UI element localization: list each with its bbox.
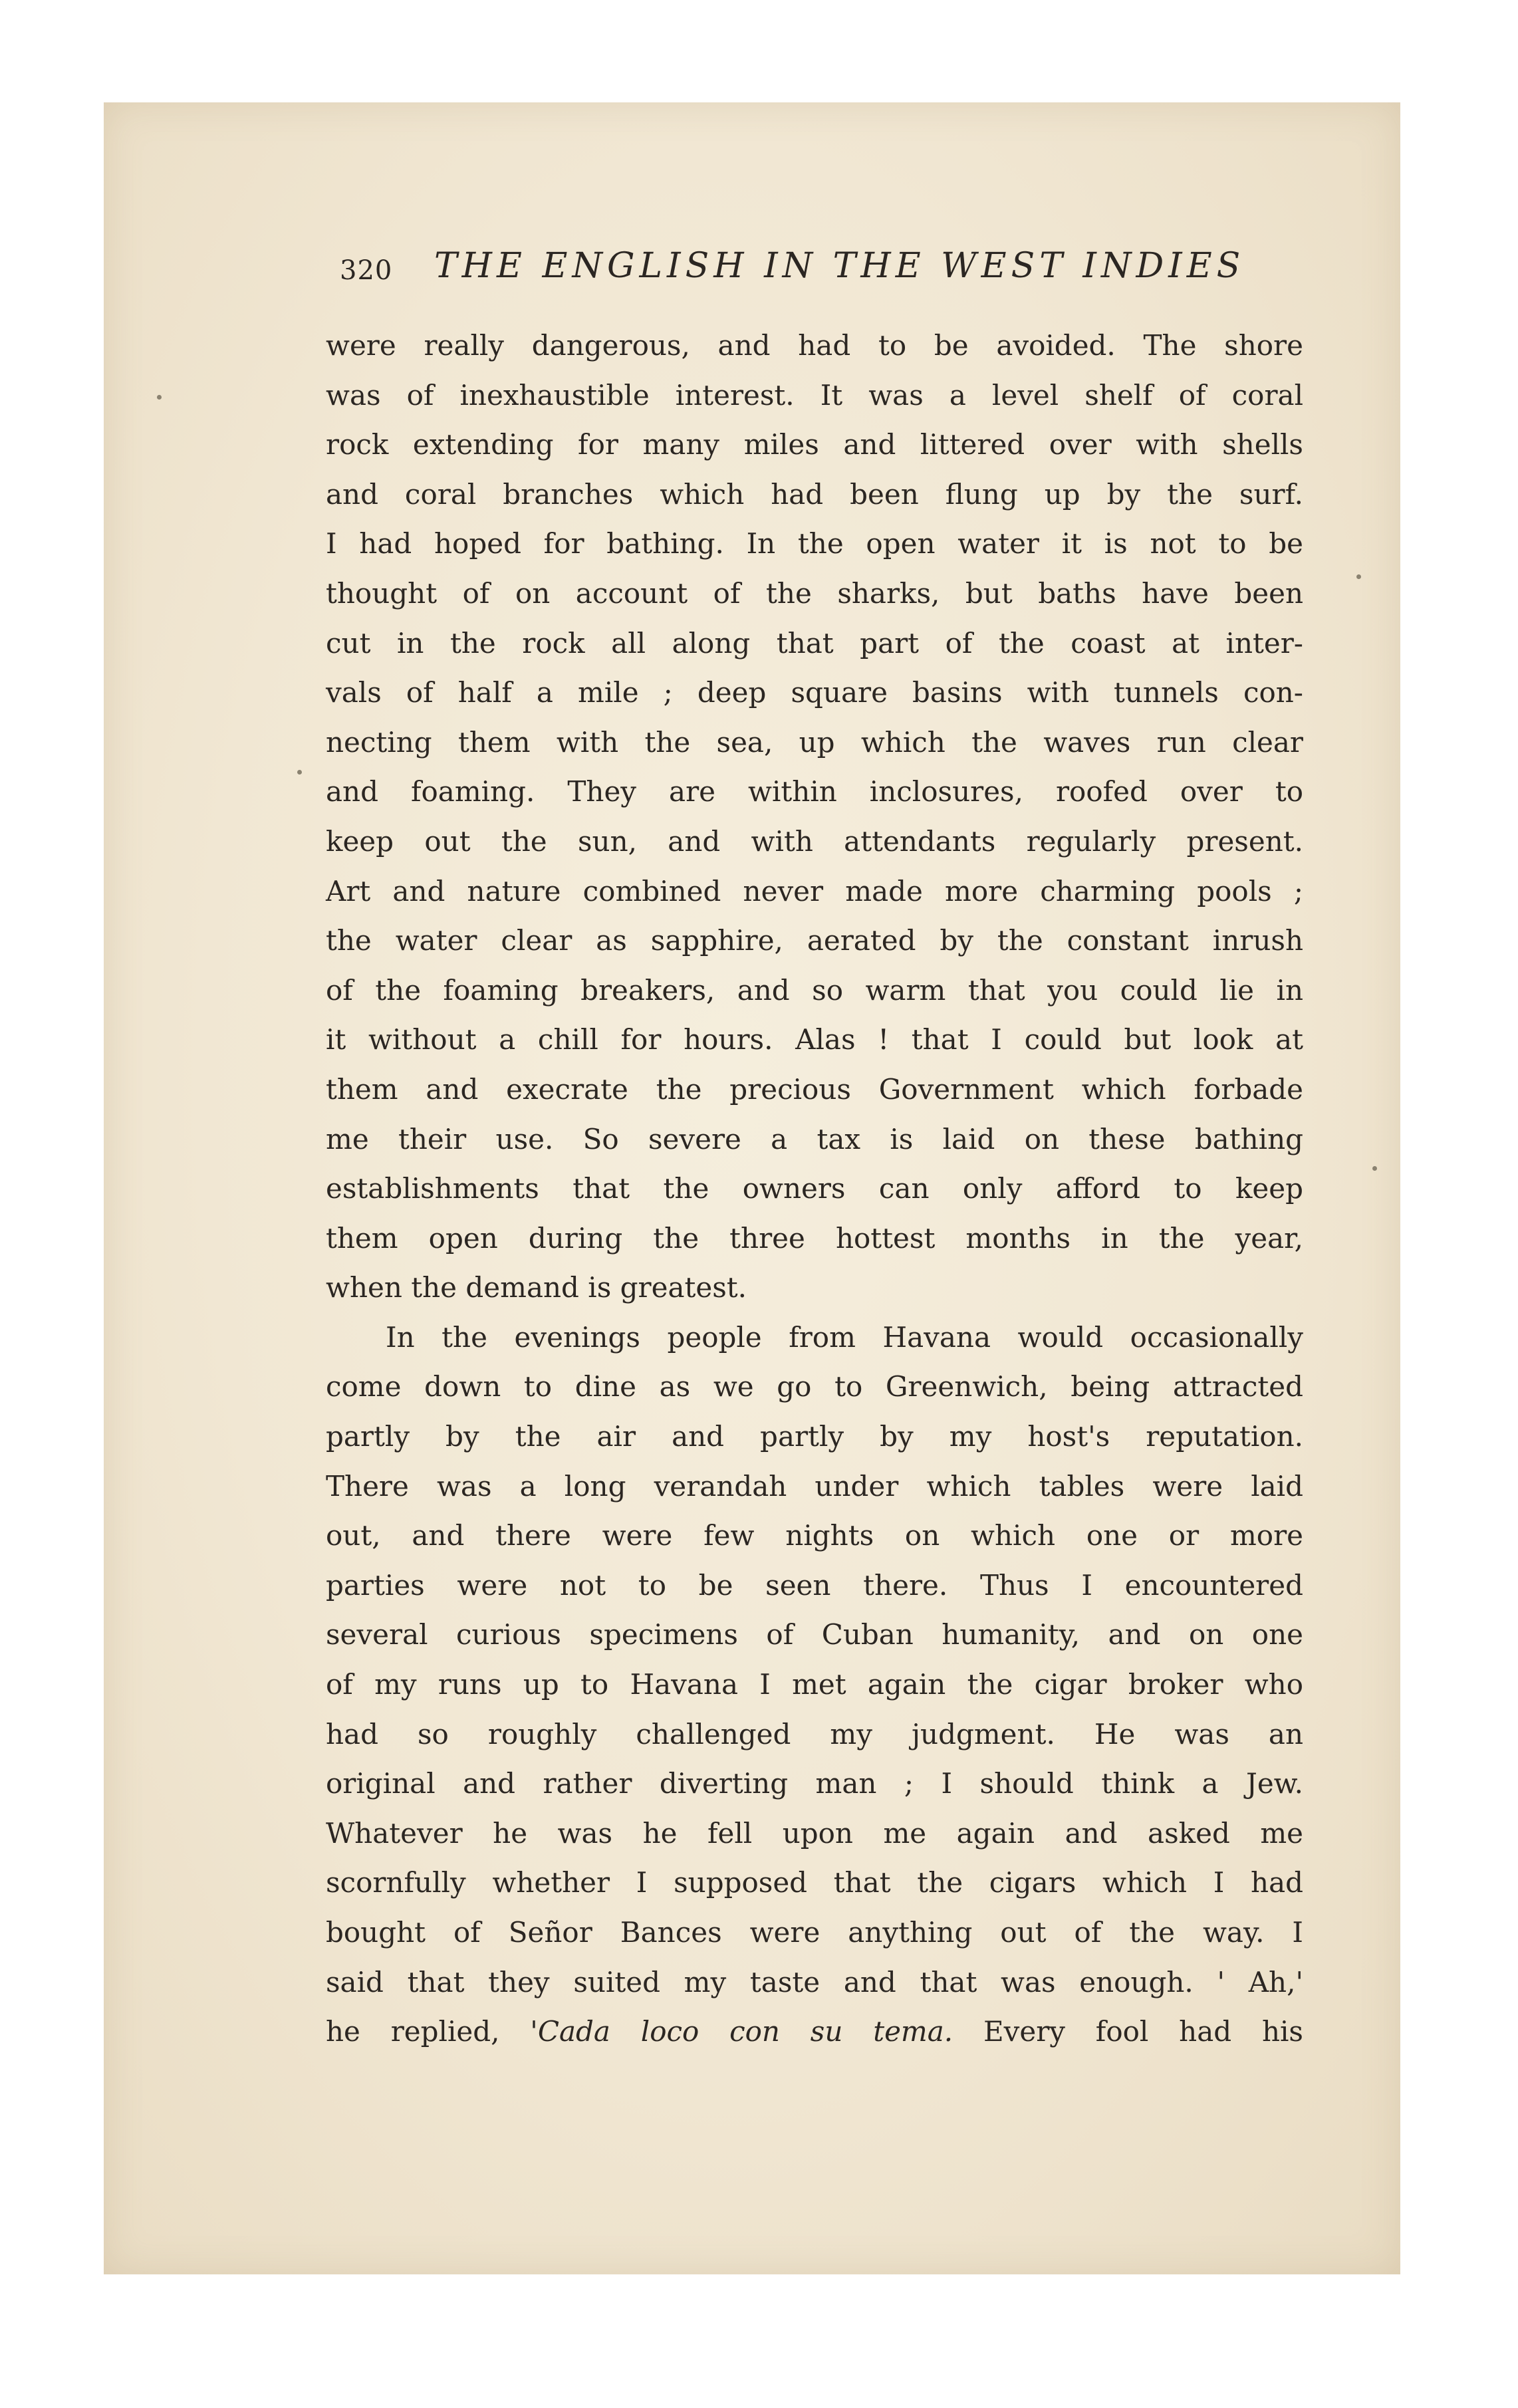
text-line: vals of half a mile ; deep square basins with tunnels con- xyxy=(326,676,1303,709)
text-line: had so roughly challenged my judgment. He was an xyxy=(326,1717,1303,1750)
paper-speck xyxy=(1356,574,1361,579)
text-line: thought of on account of the sharks, but baths have been xyxy=(326,576,1303,610)
paper-speck xyxy=(297,770,302,775)
text-line: out, and there were few nights on which one or more xyxy=(326,1519,1303,1552)
text-line: when the demand is greatest. xyxy=(326,1271,747,1304)
text-line: keep out the sun, and with attendants regularly present. xyxy=(326,824,1303,858)
text-line: There was a long verandah under which tables were laid xyxy=(326,1469,1303,1503)
text-line: rock extending for many miles and littered over with shells xyxy=(326,428,1303,461)
text-line-final xyxy=(326,2007,1303,2057)
text-line: I had hoped for bathing. In the open water it is not to be xyxy=(326,527,1303,560)
text-line: several curious specimens of Cuban humanity, and on one xyxy=(326,1618,1303,1651)
text-line: In the evenings people from Havana would occasionally xyxy=(386,1320,1303,1354)
text-line: bought of Señor Bances were anything out of the way. I xyxy=(326,1916,1303,1949)
text-line: establishments that the owners can only afford to keep xyxy=(326,1172,1303,1205)
paper-speck xyxy=(1372,1166,1377,1171)
running-head xyxy=(340,246,1245,293)
text-line: were really dangerous, and had to be avoided. The shore xyxy=(326,329,1303,362)
text-line: and foaming. They are within inclosures, roofed over to xyxy=(326,775,1303,808)
text-line: was of inexhaustible interest. It was a level shelf of coral xyxy=(326,378,1303,412)
text-segment: Every fool had his xyxy=(953,2015,1303,2048)
text-line: necting them with the sea, up which the waves run clear xyxy=(326,725,1303,759)
text-line: partly by the air and partly by my host's reputation. xyxy=(326,1420,1303,1453)
text-line: parties were not to be seen there. Thus I encountered xyxy=(326,1568,1303,1602)
text-line: original and rather diverting man ; I should think a Jew. xyxy=(326,1767,1303,1800)
text-line: said that they suited my taste and that was enough. ' Ah,' xyxy=(326,1965,1303,1998)
text-line: cut in the rock all along that part of the coast at inter- xyxy=(326,626,1303,660)
text-line: of my runs up to Havana I met again the cigar broker who xyxy=(326,1668,1303,1701)
text-line: come down to dine as we go to Greenwich, being attracted xyxy=(326,1370,1303,1403)
italic-quote: Cada loco con su tema. xyxy=(537,2015,953,2048)
page-number: 320 xyxy=(340,255,393,286)
body-text xyxy=(326,321,1303,2057)
running-title: THE ENGLISH IN THE WEST INDIES xyxy=(434,246,1245,286)
text-line: scornfully whether I supposed that the cigars which I had xyxy=(326,1866,1303,1899)
text-line: them open during the three hottest months in the year, xyxy=(326,1221,1303,1255)
text-line: the water clear as sapphire, aerated by the constant inrush xyxy=(326,924,1303,957)
text-line: me their use. So severe a tax is laid on these bathing xyxy=(326,1122,1303,1155)
text-line: Whatever he was he fell upon me again and asked me xyxy=(326,1816,1303,1850)
paper-speck xyxy=(157,395,162,400)
text-line: them and execrate the precious Government which forbade xyxy=(326,1072,1303,1106)
text-line: of the foaming breakers, and so warm that you could lie in xyxy=(326,973,1303,1007)
text-line: and coral branches which had been flung up by the surf. xyxy=(326,477,1303,511)
text-line: it without a chill for hours. Alas ! that I could but look at xyxy=(326,1023,1303,1056)
text-line: Art and nature combined never made more charming pools ; xyxy=(326,874,1303,907)
text-segment: he replied, ' xyxy=(326,2015,538,2048)
